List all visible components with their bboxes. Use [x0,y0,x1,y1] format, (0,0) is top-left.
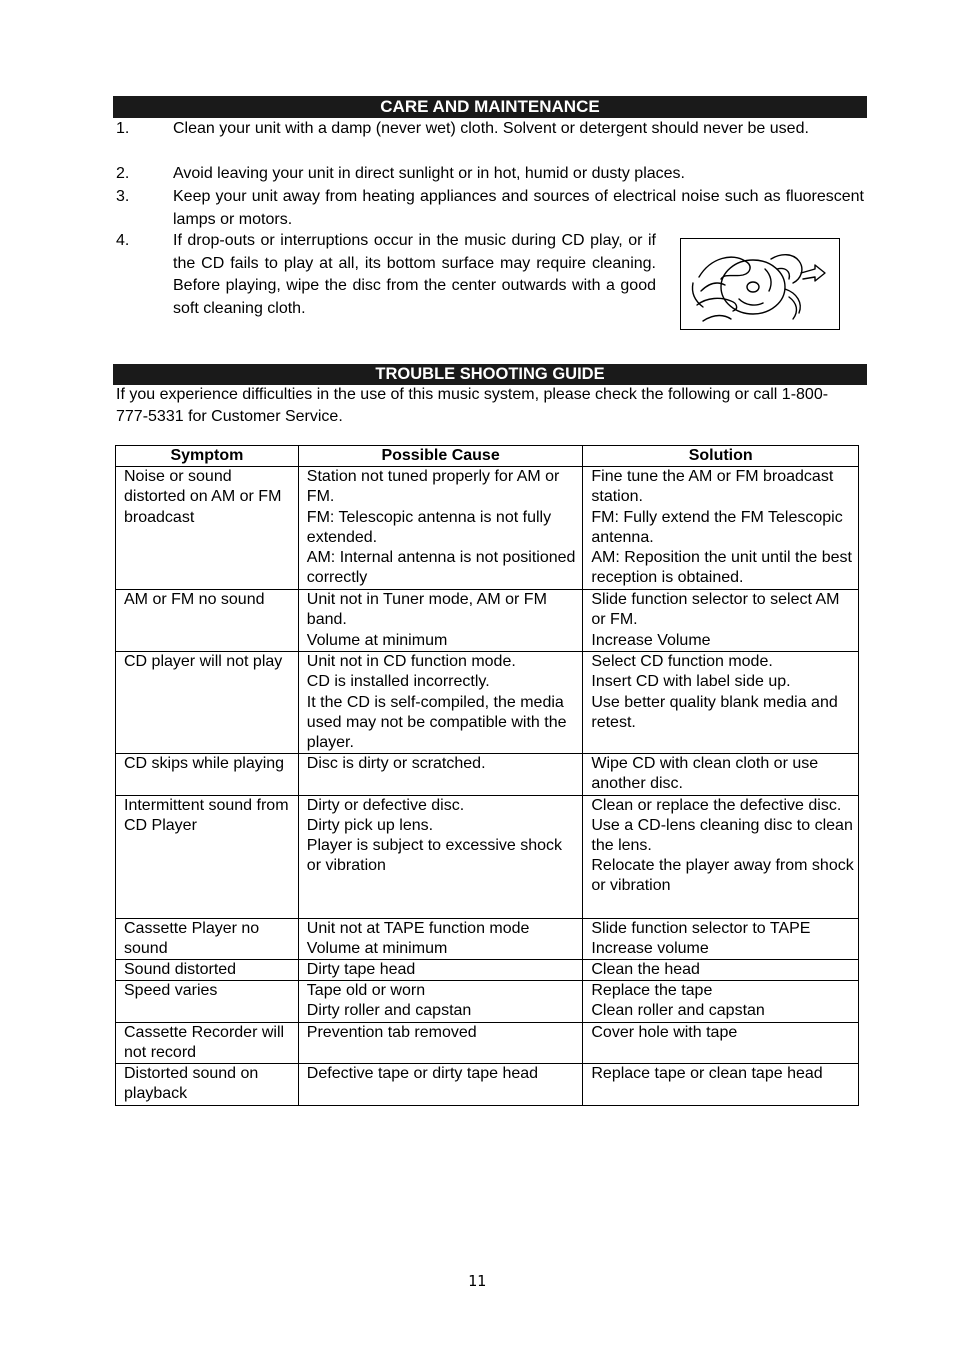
solution-text: Clean or replace the defective disc. [591,796,842,814]
solution-text: Increase Volume [591,631,711,649]
cd-cleaning-illustration [680,238,840,330]
symptom-text: Intermittent sound from CD Player [124,796,289,834]
cause-cell [298,754,583,795]
cd-cleaning-hands-icon [681,239,839,329]
care-item-number: 1. [116,120,130,137]
solution-text: Cover hole with tape [591,1023,738,1041]
solution-cell [583,754,859,795]
symptom-text: Sound distorted [124,961,237,979]
cause-cell [298,795,583,918]
symptom-text: Speed varies [124,982,218,1000]
solution-text: Replace the tape [591,982,713,1000]
table-row [116,1064,859,1106]
solution-cell [583,1064,859,1106]
cause-text: Volume at minimum [306,939,448,957]
symptom-text: Cassette Recorder will not record [124,1023,285,1061]
solution-cell [583,467,859,590]
solution-cell [583,590,859,652]
symptom-cell [116,467,299,590]
solution-text: Fine tune the AM or FM broadcast station. [591,468,834,506]
table-row [116,960,859,981]
table-row [116,754,859,795]
cause-text: Dirty pick up lens. [306,816,434,834]
symptom-text: Cassette Player no sound [124,919,260,957]
solution-text: Use a CD-lens cleaning disc to clean the lens. [591,816,853,855]
cause-cell [298,590,583,652]
solution-text: FM: Fully extend the FM Telescopic antenna. [591,508,843,546]
cause-text: Station not tuned properly for AM or FM. [306,468,560,506]
care-item-text: Avoid leaving your unit in direct sunlight or in hot, humid or dusty places. [173,165,685,182]
page-number: 11 [467,1272,487,1290]
solution-text: Increase volume [591,939,709,957]
table-row [116,1022,859,1063]
table-row [116,795,859,918]
solution-text: Select CD function mode. [591,653,773,671]
symptom-cell [116,795,299,918]
solution-text: AM: Reposition the unit until the best reception is obtained. [591,549,852,587]
cause-cell [298,960,583,981]
symptom-cell [116,981,299,1022]
care-item-number: 3. [116,188,130,205]
symptom-text: Distorted sound on playback [124,1065,259,1103]
solution-cell [583,960,859,981]
cause-text: Tape old or worn [306,982,426,1000]
cause-text: Player is subject to excessive shock or vibration [306,837,563,875]
cause-text: Volume at minimum [306,631,448,649]
cause-text: Unit not in Tuner mode, AM or FM band. [306,591,547,629]
solution-text: Clean the head [591,961,700,979]
solution-header: Solution [583,446,859,467]
cause-text: Dirty roller and capstan [306,1002,472,1020]
cause-text: FM: Telescopic antenna is not fully extended. [306,508,552,546]
symptom-cell [116,1064,299,1106]
cause-cell [298,1064,583,1106]
cause-cell [298,652,583,754]
care-item-number: 2. [116,165,130,182]
solution-text: Use better quality blank media and retest. [591,693,838,731]
cause-text: Unit not at TAPE function mode [306,919,530,937]
troubleshooting-table [115,445,859,1106]
solution-text: Slide function selector to TAPE [591,919,811,937]
symptom-cell [116,652,299,754]
symptom-cell [116,754,299,795]
care-item-text: Clean your unit with a damp (never wet) cloth. Solvent or detergent should never be used. [173,120,809,137]
table-row [116,652,859,754]
solution-cell [583,795,859,918]
cause-text: AM: Internal antenna is not positioned correctly [306,549,576,587]
symptom-text: AM or FM no sound [124,591,265,609]
solution-cell [583,652,859,754]
symptom-cell [116,960,299,981]
care-item-text: Keep your unit away from heating appliances and sources of electrical noise such as fluorescent lamps or motors. [173,188,864,228]
solution-text: Clean roller and capstan [591,1002,765,1020]
solution-text: Wipe CD with clean cloth or use another disc. [591,755,819,793]
care-maintenance-heading: CARE AND MAINTENANCE [113,96,867,118]
table-row [116,467,859,590]
cause-text: Unit not in CD function mode. [306,653,516,671]
cause-cell [298,918,583,959]
symptom-cell [116,590,299,652]
troubleshooting-intro: If you experience difficulties in the use of this music system, please check the following or call 1-800-777-5331 for Customer Service. [116,386,829,425]
cause-text: CD is installed incorrectly. [306,673,490,691]
cause-cell [298,1022,583,1063]
table-row [116,981,859,1022]
cause-text: It the CD is self-compiled, the media used may not be compatible with the player. [306,693,567,752]
cause-text: Dirty tape head [306,961,416,979]
solution-cell [583,918,859,959]
cause-text: Disc is dirty or scratched. [306,755,486,773]
symptom-header: Symptom [116,446,299,467]
cause-text: Prevention tab removed [306,1023,477,1041]
table-header-row [116,446,859,467]
solution-text: Replace tape or clean tape head [591,1065,823,1083]
solution-text: Relocate the player away from shock or vibration [591,857,854,895]
cause-cell [298,981,583,1022]
troubleshooting-heading: TROUBLE SHOOTING GUIDE [113,364,867,385]
cause-cell [298,467,583,590]
symptom-cell [116,1022,299,1063]
care-item-number: 4. [116,232,130,249]
symptom-text: CD skips while playing [124,755,285,773]
solution-cell [583,1022,859,1063]
solution-text: Slide function selector to select AM or FM. [591,591,840,629]
care-item-text: If drop-outs or interruptions occur in the music during CD play, or if the CD fails to play at all, its bottom surface may require cleaning. Before playing, wipe the disc from the center outwards with a good soft cleaning cloth. [173,232,656,317]
symptom-cell [116,918,299,959]
solution-text: Insert CD with label side up. [591,673,791,691]
symptom-text: CD player will not play [124,653,283,671]
cause-text: Dirty or defective disc. [306,796,465,814]
table-row [116,918,859,959]
symptom-text: Noise or sound distorted on AM or FM broadcast [124,468,282,526]
table-row [116,590,859,652]
possible-cause-header: Possible Cause [298,446,583,467]
solution-cell [583,981,859,1022]
troubleshooting-table-body [116,467,859,1106]
cause-text: Defective tape or dirty tape head [306,1065,539,1083]
